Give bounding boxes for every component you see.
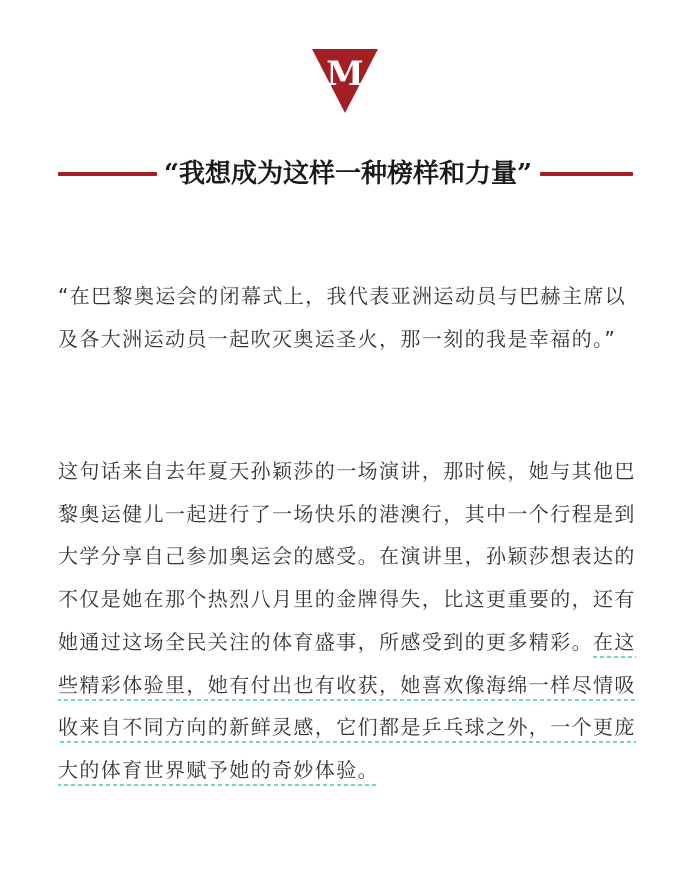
- triangle-m-logo-icon: [312, 49, 378, 113]
- highlighted-text: 在这些精彩体验里，她有付出也有收获，她喜欢像海绵一样尽情吸收来自不同方向的新鲜灵感，它们都是乒乓球之外，一个更庞大的体育世界赋予她的奇妙体验。: [58, 630, 636, 786]
- quote-text: “在巴黎奥运会的闭幕式上，我代表亚洲运动员与巴赫主席以及各大洲运动员一起吹灭奥运圣火，那一刻的我是幸福的。”: [58, 284, 627, 351]
- brand-logo: [312, 49, 378, 113]
- heading-left-rule: [58, 172, 157, 176]
- body-paragraph: [58, 450, 636, 792]
- quote-paragraph: [58, 275, 636, 360]
- heading-right-rule: [540, 172, 633, 176]
- body-text: 这句话来自去年夏天孙颖莎的一场演讲，那时候，她与其他巴黎奥运健儿一起进行了一场快乐的港澳行，其中一个行程是到大学分享自己参加奥运会的感受。在演讲里，孙颖莎想表达的不仅是她在那个热烈八月里的金牌得失，比这更重要的，还有她通过这场全民关注的体育盛事，所感受到的更多精彩。: [58, 459, 636, 654]
- section-heading: [0, 148, 690, 200]
- logo-letter: M: [326, 54, 364, 94]
- heading-title: “我想成为这样一种榜样和力量”: [164, 159, 532, 189]
